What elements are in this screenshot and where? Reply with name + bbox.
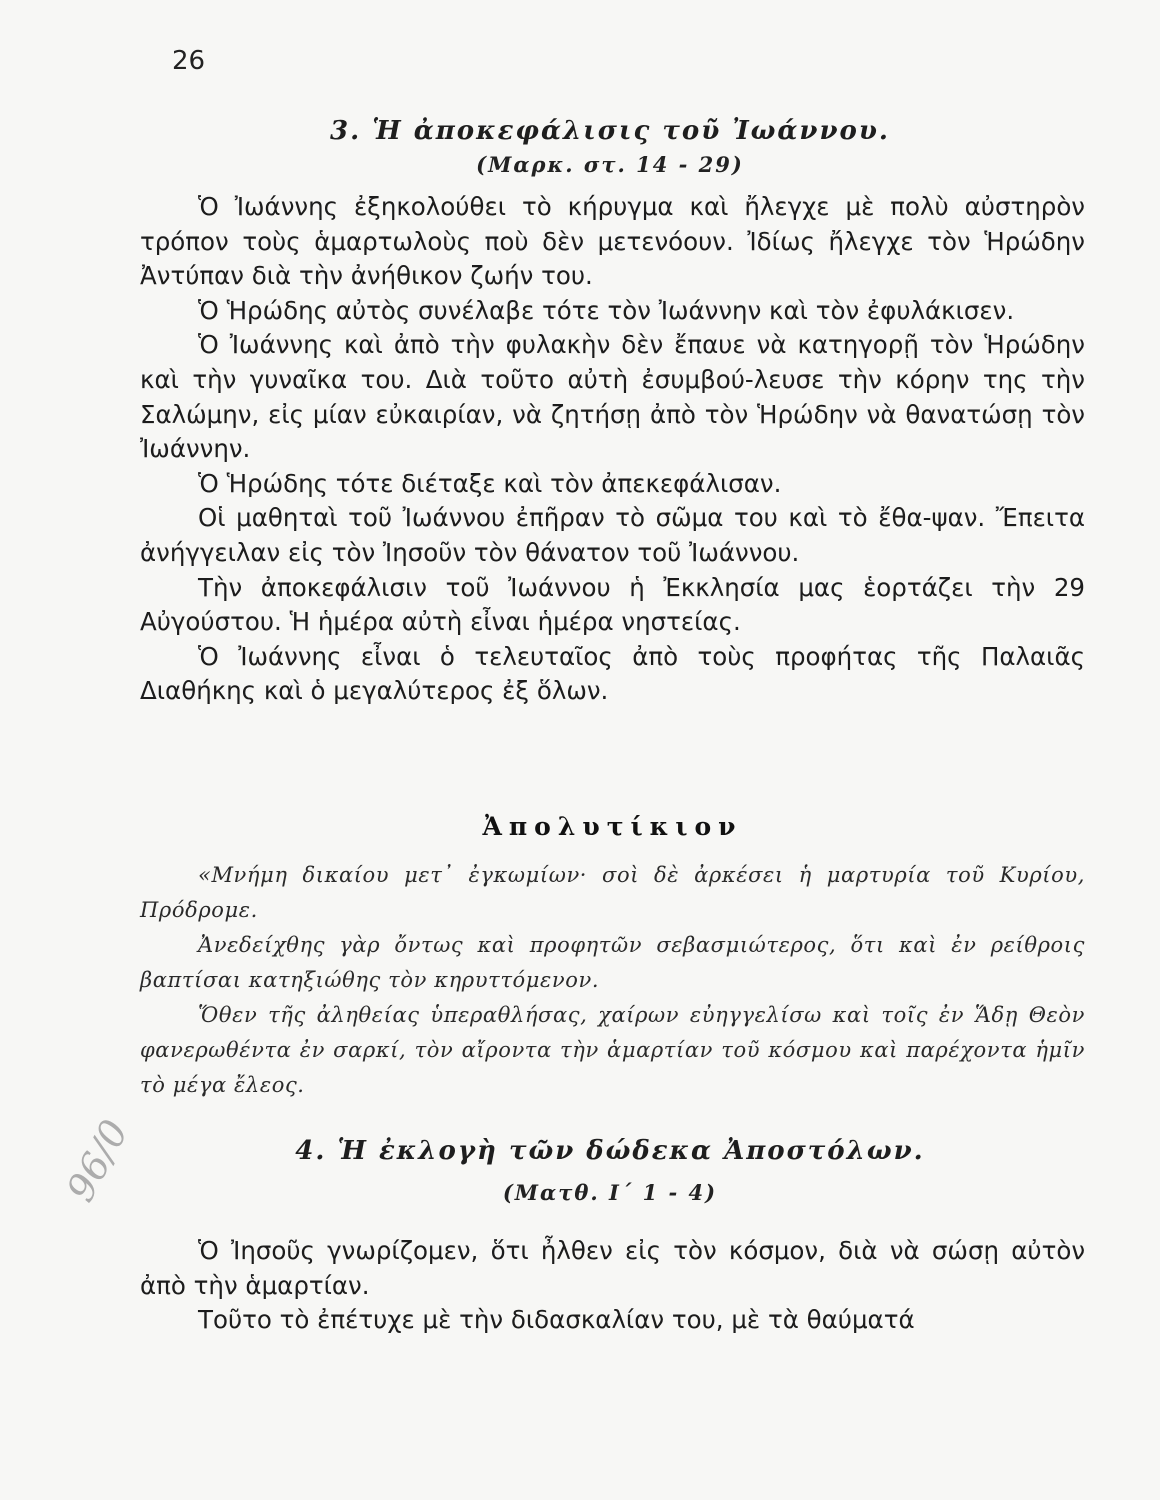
section-4-title: 4. Ἡ ἐκλογὴ τῶν δώδεκα Ἀποστόλων. xyxy=(295,1136,925,1166)
paragraph: Ὁ Ἡρώδης τότε διέταξε καὶ τὸν ἀπεκεφάλισαν. xyxy=(198,468,782,498)
paragraph: Οἱ μαθηταὶ τοῦ Ἰωάννου ἐπῆραν τὸ σῶμα του καὶ τὸ ἔθα-ψαν. Ἔπειτα ἀνήγγειλαν εἰς τὸν Ἰησοῦν τὸν θάνατον τοῦ Ἰωάννου. xyxy=(140,503,1085,567)
paragraph: Ὁ Ἰησοῦς γνωρίζομεν, ὅτι ἦλθεν εἰς τὸν κόσμον, διὰ νὰ σώσῃ αὐτὸν ἀπὸ τὴν ἁμαρτίαν. xyxy=(140,1236,1085,1300)
hymn-line: Ὅθεν τῆς ἀληθείας ὑπεραθλήσας, χαίρων εὐηγγελίσω καὶ τοῖς ἐν Ἅδῃ Θεὸν φανερωθέντα ἐν σαρκί, τὸν αἴροντα τὴν ἁμαρτίαν τοῦ κόσμου καὶ παρέχοντα ἡμῖν τὸ μέγα ἔλεος. xyxy=(140,1003,1085,1097)
paragraph: Ὁ Ἰωάννης ἐξηκολούθει τὸ κήρυγμα καὶ ἤλεγχε μὲ πολὺ αὐστηρὸν τρόπον τοὺς ἁμαρτωλοὺς ποὺ δὲν μετενόουν. Ἰδίως ἤλεγχε τὸν Ἡρώδην Ἀντύπαν διὰ τὴν ἀνήθικον ζωήν του. xyxy=(140,192,1085,291)
paragraph: Ὁ Ἡρώδης αὐτὸς συνέλαβε τότε τὸν Ἰωάννην καὶ τὸν ἐφυλάκισεν. xyxy=(198,295,1015,325)
apolytikion-title: Ἀπολυτίκιον xyxy=(482,812,743,841)
paragraph: Ὁ Ἰωάννης καὶ ἀπὸ τὴν φυλακὴν δὲν ἔπαυε νὰ κατηγορῇ τὸν Ἡρώδην καὶ τὴν γυναῖκα του. Διὰ τοῦτο αὐτὴ ἐσυμβού-λευσε τὴν κόρην της τὴν Σαλώμην, εἰς μίαν εὐκαιρίαν, νὰ ζητήσῃ ἀπὸ τὸν Ἡρώδην νὰ θανατώσῃ τὸν Ἰωάννην. xyxy=(140,330,1085,464)
hymn-line: Ἀνεδείχθης γὰρ ὄντως καὶ προφητῶν σεβασμιώτερος, ὅτι καὶ ἐν ρείθροις βαπτίσαι κατηξιώθης τὸν κηρυττόμενον. xyxy=(140,933,1085,992)
section-3-title: 3. Ἡ ἀποκεφάλισις τοῦ Ἰωάννου. xyxy=(330,116,890,146)
handwritten-margin-note: 96/0 xyxy=(58,1112,137,1209)
section-4-reference: (Ματθ. Ι΄ 1 - 4) xyxy=(502,1180,718,1205)
hymn-line: «Μνήμη δικαίου μετ᾽ ἐγκωμίων· σοὶ δὲ ἀρκέσει ἡ μαρτυρία τοῦ Κυρίου, Πρόδρομε. xyxy=(140,863,1085,922)
section-3-body xyxy=(140,190,1085,709)
paragraph: Τοῦτο τὸ ἐπέτυχε μὲ τὴν διδασκαλίαν του, μὲ τὰ θαύματά xyxy=(198,1305,915,1335)
paragraph: Τὴν ἀποκεφάλισιν τοῦ Ἰωάννου ἡ Ἐκκλησία μας ἑορτάζει τὴν 29 Αὐγούστου. Ἡ ἡμέρα αὐτὴ εἶναι ἡμέρα νηστείας. xyxy=(140,572,1085,637)
section-4-body xyxy=(140,1234,1085,1338)
page-number: 26 xyxy=(172,46,206,76)
paragraph: Ὁ Ἰωάννης εἶναι ὁ τελευταῖος ἀπὸ τοὺς προφήτας τῆς Παλαιᾶς Διαθήκης καὶ ὁ μεγαλύτερος ἐξ ὅλων. xyxy=(140,641,1085,706)
apolytikion-hymn xyxy=(140,858,1085,1103)
section-3-reference: (Μαρκ. στ. 14 - 29) xyxy=(476,152,744,177)
